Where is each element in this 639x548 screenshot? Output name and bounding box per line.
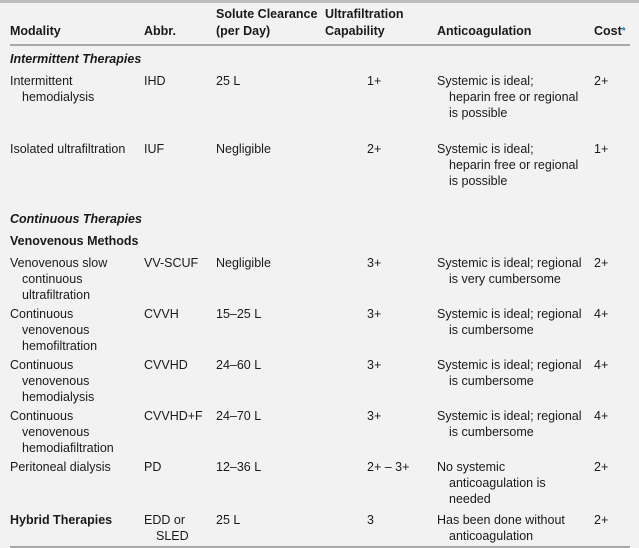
- section-label: Intermittent Therapies: [10, 52, 142, 66]
- cell-anticoag-line: is cumbersome: [449, 323, 534, 337]
- cell-anticoag: [437, 405, 594, 456]
- cell-anticoag: [437, 509, 594, 547]
- header-abbr: Abbr.: [144, 6, 216, 45]
- cell-anticoag-line: Has been done without: [437, 513, 565, 527]
- cell-uf: 3+: [367, 256, 382, 270]
- cell-modality-line: continuous: [22, 272, 83, 286]
- cell-anticoag-line: Systemic is ideal; regional: [437, 256, 582, 270]
- cell-anticoag: [437, 138, 594, 206]
- cell-clearance: 25 L: [216, 513, 241, 527]
- cell-modality-line: Intermittent: [10, 74, 73, 88]
- cell-modality-line: venovenous: [22, 323, 90, 337]
- section-row-continuous: [10, 206, 630, 230]
- cell-uf: 3: [367, 513, 374, 527]
- cell-abbr-line: PD: [144, 460, 162, 474]
- cell-modality-line: Continuous: [10, 358, 74, 372]
- table-row: [10, 138, 630, 206]
- header-clearance: [216, 6, 325, 45]
- table-row: [10, 354, 630, 405]
- cell-modality-line: hemodiafiltration: [22, 441, 114, 455]
- cell-anticoag-line: is very cumbersome: [449, 272, 561, 286]
- cell-uf: 2+ – 3+: [367, 460, 410, 474]
- header-anticoag: Anticoagulation: [437, 6, 594, 45]
- table-row: [10, 303, 630, 354]
- cell-anticoag-line: is possible: [449, 174, 508, 188]
- cell-abbr: [144, 303, 216, 354]
- cell-modality-line: Peritoneal dialysis: [10, 460, 111, 474]
- cell-cost: 4+: [594, 409, 609, 423]
- cell-abbr-line: VV-SCUF: [144, 256, 199, 270]
- table-row: [10, 456, 630, 509]
- cell-cost: 2+: [594, 513, 609, 527]
- cell-anticoag-line: Systemic is ideal;: [437, 74, 534, 88]
- cell-anticoag-line: Systemic is ideal; regional: [437, 307, 582, 321]
- cell-abbr-line: CVVH: [144, 307, 179, 321]
- cell-modality: [10, 456, 144, 509]
- header-clearance-line2: (per Day): [216, 24, 271, 38]
- cell-anticoag: [437, 303, 594, 354]
- cell-modality-line: Venovenous slow: [10, 256, 108, 270]
- cell-clearance: 12–36 L: [216, 460, 262, 474]
- cell-anticoag-line: Systemic is ideal; regional: [437, 409, 582, 423]
- cell-clearance: 24–70 L: [216, 409, 262, 423]
- cell-anticoag-line: is cumbersome: [449, 374, 534, 388]
- cell-modality: [10, 354, 144, 405]
- cell-modality-line: ultrafiltration: [22, 288, 91, 302]
- cell-abbr-line: CVVHD+F: [144, 409, 203, 423]
- cell-cost: 4+: [594, 307, 609, 321]
- cell-anticoag-line: Systemic is ideal; regional: [437, 358, 582, 372]
- cell-anticoag-line: heparin free or regional: [449, 90, 579, 104]
- cell-abbr-line: CVVHD: [144, 358, 188, 372]
- footnote-marker: *: [621, 26, 626, 37]
- subsection-row-venovenous: [10, 230, 630, 252]
- cell-uf: 1+: [367, 74, 382, 88]
- cell-uf: 3+: [367, 409, 382, 423]
- header-uf-line1: Ultrafiltration: [325, 7, 404, 21]
- cell-abbr: [144, 405, 216, 456]
- cell-modality: [10, 509, 144, 547]
- cell-clearance: Negligible: [216, 142, 271, 156]
- cell-cost: 2+: [594, 256, 609, 270]
- cell-anticoag-line: heparin free or regional: [449, 158, 579, 172]
- section-row-intermittent: [10, 45, 630, 70]
- table-row: [10, 509, 630, 547]
- cell-abbr: [144, 252, 216, 303]
- cell-abbr-line: SLED: [156, 529, 189, 543]
- cell-anticoag: [437, 252, 594, 303]
- cell-modality-line: venovenous: [22, 374, 90, 388]
- cell-anticoag: [437, 354, 594, 405]
- top-border: [0, 0, 639, 3]
- cell-clearance: 24–60 L: [216, 358, 262, 372]
- header-row: [10, 6, 630, 45]
- cell-anticoag-line: needed: [449, 492, 491, 506]
- section-label: Continuous Therapies: [10, 212, 142, 226]
- cell-modality-line: Hybrid Therapies: [10, 513, 113, 527]
- cell-clearance: 25 L: [216, 74, 241, 88]
- cell-anticoag-line: is cumbersome: [449, 425, 534, 439]
- cell-anticoag-line: No systemic: [437, 460, 506, 474]
- cell-modality-line: hemodialysis: [22, 90, 95, 104]
- cell-cost: 2+: [594, 74, 609, 88]
- header-modality: Modality: [10, 6, 144, 45]
- cell-cost: 4+: [594, 358, 609, 372]
- header-uf-line2: Capability: [325, 24, 385, 38]
- header-cost-label: Cost: [594, 24, 622, 38]
- cell-abbr: [144, 138, 216, 206]
- subsection-label: Venovenous Methods: [10, 234, 139, 248]
- cell-uf: 2+: [367, 142, 382, 156]
- table-row: [10, 405, 630, 456]
- cell-modality-line: Isolated ultrafiltration: [10, 142, 126, 156]
- cell-cost: 1+: [594, 142, 609, 156]
- cell-uf: 3+: [367, 307, 382, 321]
- cell-modality-line: hemofiltration: [22, 339, 98, 353]
- cell-abbr-line: IHD: [144, 74, 166, 88]
- cell-anticoag-line: is possible: [449, 106, 508, 120]
- cell-modality-line: Continuous: [10, 307, 74, 321]
- cell-anticoag: [437, 70, 594, 138]
- header-cost: [594, 6, 630, 45]
- cell-modality: [10, 405, 144, 456]
- cell-modality-line: hemodialysis: [22, 390, 95, 404]
- cell-clearance: Negligible: [216, 256, 271, 270]
- cell-modality: [10, 70, 144, 138]
- cell-abbr-line: IUF: [144, 142, 165, 156]
- cell-modality: [10, 252, 144, 303]
- cell-cost: 2+: [594, 460, 609, 474]
- cell-modality-line: venovenous: [22, 425, 90, 439]
- header-clearance-line1: Solute Clearance: [216, 7, 318, 21]
- table-row: [10, 252, 630, 303]
- cell-anticoag-line: anticoagulation is: [449, 476, 546, 490]
- cell-anticoag-line: Systemic is ideal;: [437, 142, 534, 156]
- cell-uf: 3+: [367, 358, 382, 372]
- cell-abbr: [144, 70, 216, 138]
- header-uf: [325, 6, 437, 45]
- dialysis-modalities-table: [10, 6, 630, 548]
- cell-abbr: [144, 354, 216, 405]
- cell-modality-line: Continuous: [10, 409, 74, 423]
- cell-abbr: [144, 509, 216, 547]
- cell-anticoag-line: anticoagulation: [449, 529, 534, 543]
- cell-modality: [10, 138, 144, 206]
- cell-clearance: 15–25 L: [216, 307, 262, 321]
- cell-modality: [10, 303, 144, 354]
- cell-abbr: [144, 456, 216, 509]
- table-row: [10, 70, 630, 138]
- cell-anticoag: [437, 456, 594, 509]
- cell-abbr-line: EDD or: [144, 513, 185, 527]
